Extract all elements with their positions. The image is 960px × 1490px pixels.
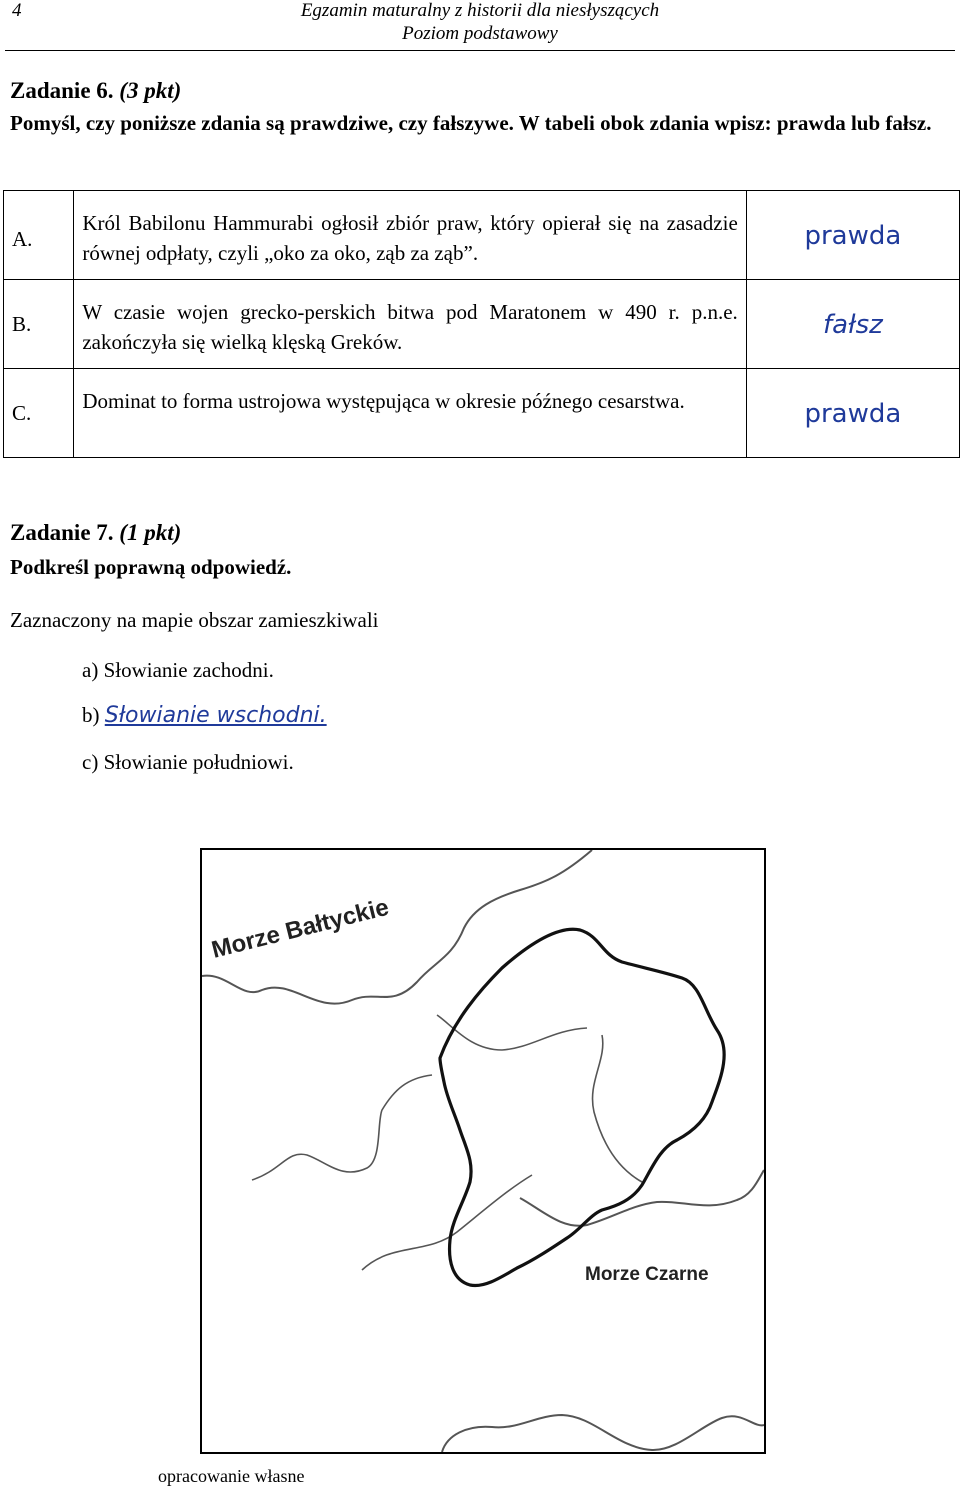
option-a[interactable] xyxy=(82,658,274,683)
option-text: Słowianie południowi. xyxy=(103,750,294,774)
answer-text: prawda xyxy=(804,399,902,429)
marked-area xyxy=(440,929,724,1285)
black-sea-coastline xyxy=(442,1415,764,1452)
option-c[interactable] xyxy=(82,750,294,775)
row-letter: C. xyxy=(4,369,74,458)
task6-instruction: Pomyśl, czy poniższe zdania są prawdziwe, czy fałszywe. W tabeli obok zdania wpisz: prawda lub fałsz. xyxy=(10,111,932,135)
header-title-line1: Egzamin maturalny z historii dla niesłyszących xyxy=(300,0,660,21)
task7-question: Zaznaczony na mapie obszar zamieszkiwali xyxy=(10,608,379,632)
row-statement: Dominat to forma ustrojowa występująca w okresie późnego cesarstwa. xyxy=(74,369,746,458)
river xyxy=(252,1075,432,1180)
task7-heading xyxy=(10,520,181,546)
task7-instruction: Podkreśl poprawną odpowiedź. xyxy=(10,555,292,579)
answer-cell[interactable] xyxy=(746,369,959,458)
option-b[interactable] xyxy=(82,703,327,728)
row-letter: B. xyxy=(4,280,74,369)
option-letter: c) xyxy=(82,750,99,774)
true-false-table xyxy=(3,190,960,458)
map xyxy=(200,848,766,1454)
map-caption: opracowanie własne xyxy=(158,1466,305,1486)
option-text-selected: Słowianie wschodni. xyxy=(104,703,327,728)
option-letter: a) xyxy=(82,658,99,682)
row-statement: Król Babilonu Hammurabi ogłosił zbiór praw, który opierał się na zasadzie równej odpłaty, czyli „oko za oko, ząb za ząb”. xyxy=(74,191,746,280)
river xyxy=(592,1035,642,1182)
table-row xyxy=(4,369,960,458)
black-sea-north-coast xyxy=(520,1170,764,1226)
map-drawing xyxy=(202,850,764,1452)
row-letter: A. xyxy=(4,191,74,280)
task6-title: Zadanie 6. xyxy=(10,78,114,103)
answer-text: prawda xyxy=(804,221,902,251)
table-row xyxy=(4,280,960,369)
task7-points: (1 pkt) xyxy=(119,520,182,545)
task6-heading xyxy=(10,78,181,104)
answer-text: fałsz xyxy=(823,310,883,340)
task6-points: (3 pkt) xyxy=(119,78,182,103)
table-row xyxy=(4,191,960,280)
header-rule xyxy=(5,50,955,51)
page-number: 4 xyxy=(12,0,22,21)
header-title-line2: Poziom podstawowy xyxy=(402,23,558,44)
river xyxy=(362,1175,532,1270)
task7-title: Zadanie 7. xyxy=(10,520,114,545)
sea-label-north: Morze Bałtyckie xyxy=(208,893,392,964)
option-text: Słowianie zachodni. xyxy=(103,658,274,682)
option-letter: b) xyxy=(82,703,100,727)
answer-cell[interactable] xyxy=(746,280,959,369)
answer-cell[interactable] xyxy=(746,191,959,280)
sea-label-south: Morze Czarne xyxy=(585,1264,709,1285)
row-statement: W czasie wojen grecko-perskich bitwa pod Maratonem w 490 r. p.n.e. zakończyła się wielką klęską Greków. xyxy=(74,280,746,369)
